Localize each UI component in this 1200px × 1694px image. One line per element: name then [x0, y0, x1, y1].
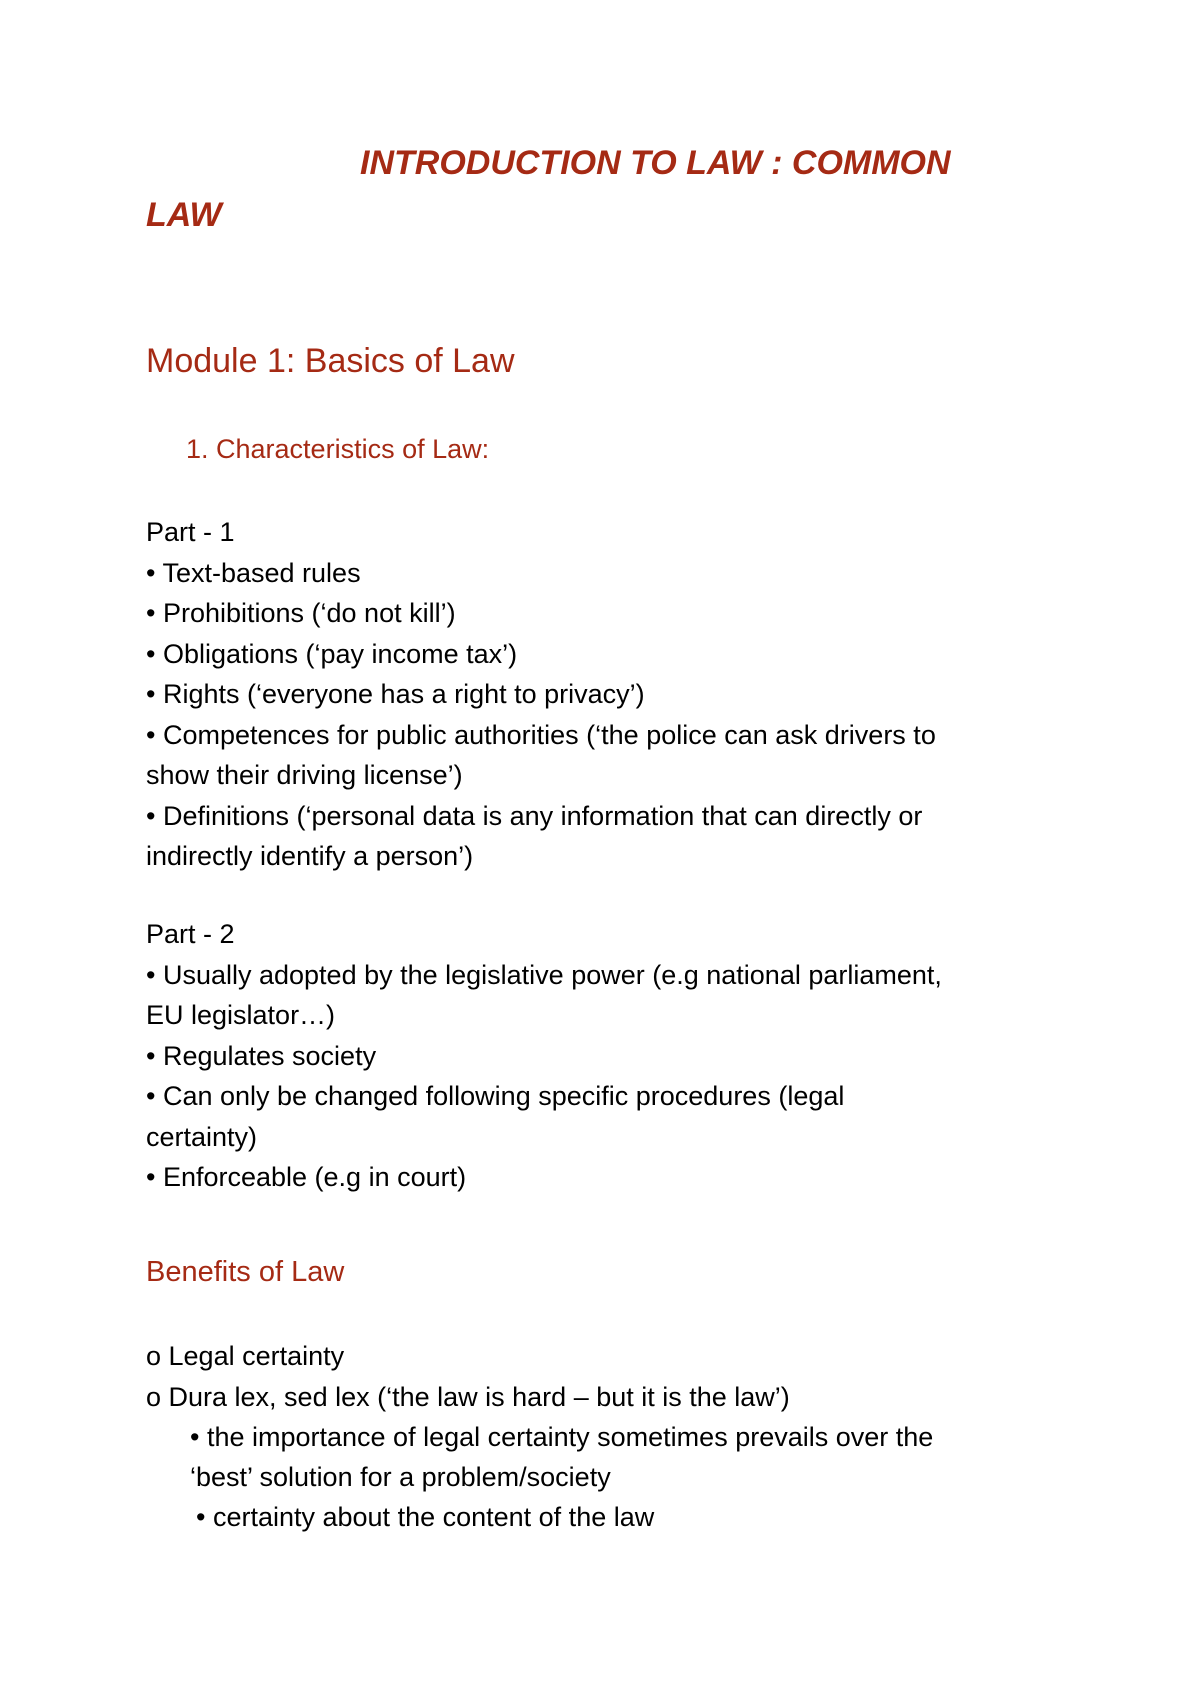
- benefits-item: o Legal certainty: [146, 1341, 345, 1371]
- benefits-item: o Dura lex, sed lex (‘the law is hard – but it is the law’): [146, 1381, 790, 1412]
- part-1-block: [146, 512, 1076, 877]
- part-1-item: indirectly identify a person’): [146, 841, 474, 871]
- part-1-item: • Rights (‘everyone has a right to privacy’): [146, 679, 645, 709]
- benefits-sub-item: • the importance of legal certainty sometimes prevails over the: [190, 1422, 934, 1452]
- part-1-label: Part - 1: [146, 517, 235, 547]
- part-1-item: show their driving license’): [146, 760, 463, 790]
- part-2-item: certainty): [146, 1121, 258, 1152]
- part-2-item: • Regulates society: [146, 1040, 377, 1071]
- document-title-line-2: LAW: [146, 196, 222, 234]
- part-1-item: • Competences for public authorities (‘the police can ask drivers to: [146, 719, 936, 750]
- benefits-sub-list: [186, 1417, 1066, 1537]
- part-2-item: • Can only be changed following specific procedures (legal: [146, 1081, 845, 1111]
- benefits-heading: Benefits of Law: [146, 1256, 345, 1288]
- part-1-item: • Obligations (‘pay income tax’): [146, 638, 518, 669]
- benefits-sub-item: • certainty about the content of the law: [196, 1502, 655, 1532]
- part-2-item: • Enforceable (e.g in court): [146, 1162, 467, 1192]
- part-1-item: • Text-based rules: [146, 557, 361, 588]
- part-2-item: • Usually adopted by the legislative power (e.g national parliament,: [146, 959, 942, 990]
- part-2-item: EU legislator…): [146, 1000, 336, 1030]
- part-1-item: • Definitions (‘personal data is any information that can directly or: [146, 800, 923, 831]
- benefits-sub-item: ‘best’ solution for a problem/society: [190, 1462, 611, 1492]
- part-2-block: [146, 914, 1076, 1198]
- section-heading-characteristics: 1. Characteristics of Law:: [186, 434, 490, 464]
- module-heading: Module 1: Basics of Law: [146, 342, 515, 380]
- part-1-item: • Prohibitions (‘do not kill’): [146, 598, 456, 628]
- part-2-label: Part - 2: [146, 919, 235, 949]
- benefits-list: [146, 1336, 1076, 1417]
- document-title-line-1: INTRODUCTION TO LAW : COMMON: [360, 144, 951, 182]
